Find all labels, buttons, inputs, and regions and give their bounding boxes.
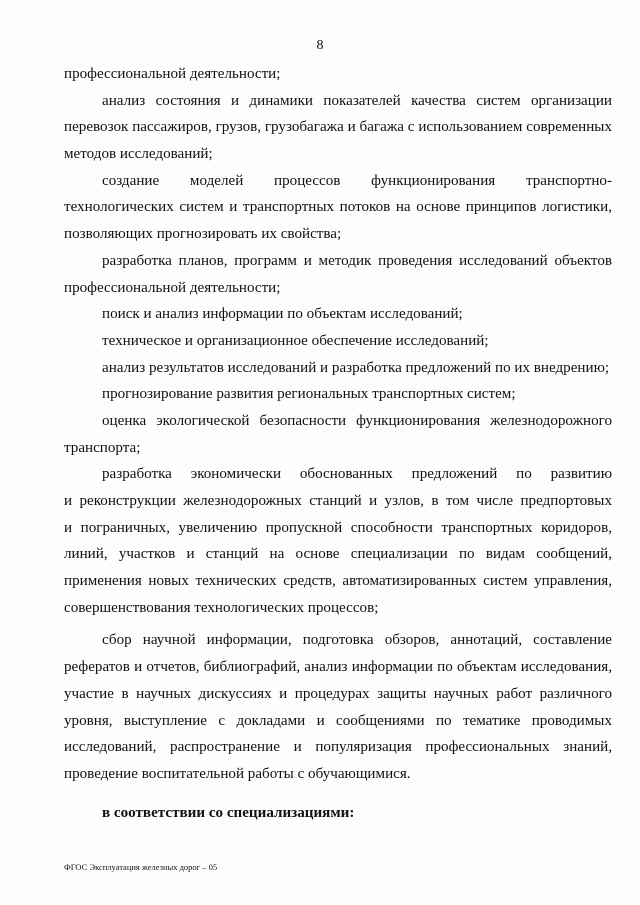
text-line: и пограничных, увеличению пропускной способности транспортных коридоров,	[64, 519, 612, 536]
text-line: создание моделей процессов функционирования транспортно-	[102, 172, 612, 189]
text-line: поиск и анализ информации по объектам исследований;	[102, 306, 463, 323]
text-line: технологических систем и транспортных потоков на основе принципов логистики,	[64, 199, 612, 216]
text-line: участие в научных дискуссиях и процедурах защиты научных работ различного	[64, 685, 612, 702]
text-line: оценка экологической безопасности функционирования железнодорожного	[102, 412, 612, 429]
text-line: профессиональной деятельности;	[64, 279, 281, 296]
text-line: проведение воспитательной работы с обучающимися.	[64, 765, 411, 782]
text-line: анализ состояния и динамики показателей качества систем организации	[102, 92, 612, 109]
text-line: линий, участков и станций на основе специализации по видам сообщений,	[64, 546, 612, 563]
text-line: транспорта;	[64, 439, 141, 456]
page-number: 8	[316, 38, 324, 53]
text-line: перевозок пассажиров, грузов, грузобагажа и багажа с использованием современных	[64, 119, 612, 136]
text-line: прогнозирование развития региональных транспортных систем;	[102, 386, 516, 403]
page-footer: ФГОС Эксплуатация железных дорог – 05	[64, 862, 218, 872]
text-line: профессиональной деятельности;	[64, 66, 281, 82]
text-line: разработка экономически обоснованных предложений по развитию	[102, 466, 612, 483]
text-line: техническое и организационное обеспечение исследований;	[102, 332, 489, 349]
text-line: сбор научной информации, подготовка обзоров, аннотаций, составление	[102, 632, 612, 649]
text-line: исследований, распространение и популяризация профессиональных знаний,	[64, 739, 612, 756]
text-line: разработка планов, программ и методик проведения исследований объектов	[102, 252, 612, 269]
text-line: рефератов и отчетов, библиографий, анализ информации по объектам исследования,	[64, 659, 612, 676]
text-line: методов исследований;	[64, 146, 213, 163]
text-line: анализ результатов исследований и разработка предложений по их внедрению;	[102, 359, 610, 376]
text-line: позволяющих прогнозировать их свойства;	[64, 226, 342, 243]
text-line: и реконструкции железнодорожных станций и узлов, в том числе предпортовых	[64, 493, 612, 509]
text-line: применения новых технических средств, автоматизированных систем управления,	[64, 573, 612, 590]
section-heading: в соответствии со специализациями:	[102, 804, 355, 821]
document-body	[64, 61, 612, 826]
text-line: совершенствования технологических процессов;	[64, 599, 379, 616]
text-line: уровня, выступление с докладами и сообщениями по тематике проводимых	[64, 712, 612, 729]
